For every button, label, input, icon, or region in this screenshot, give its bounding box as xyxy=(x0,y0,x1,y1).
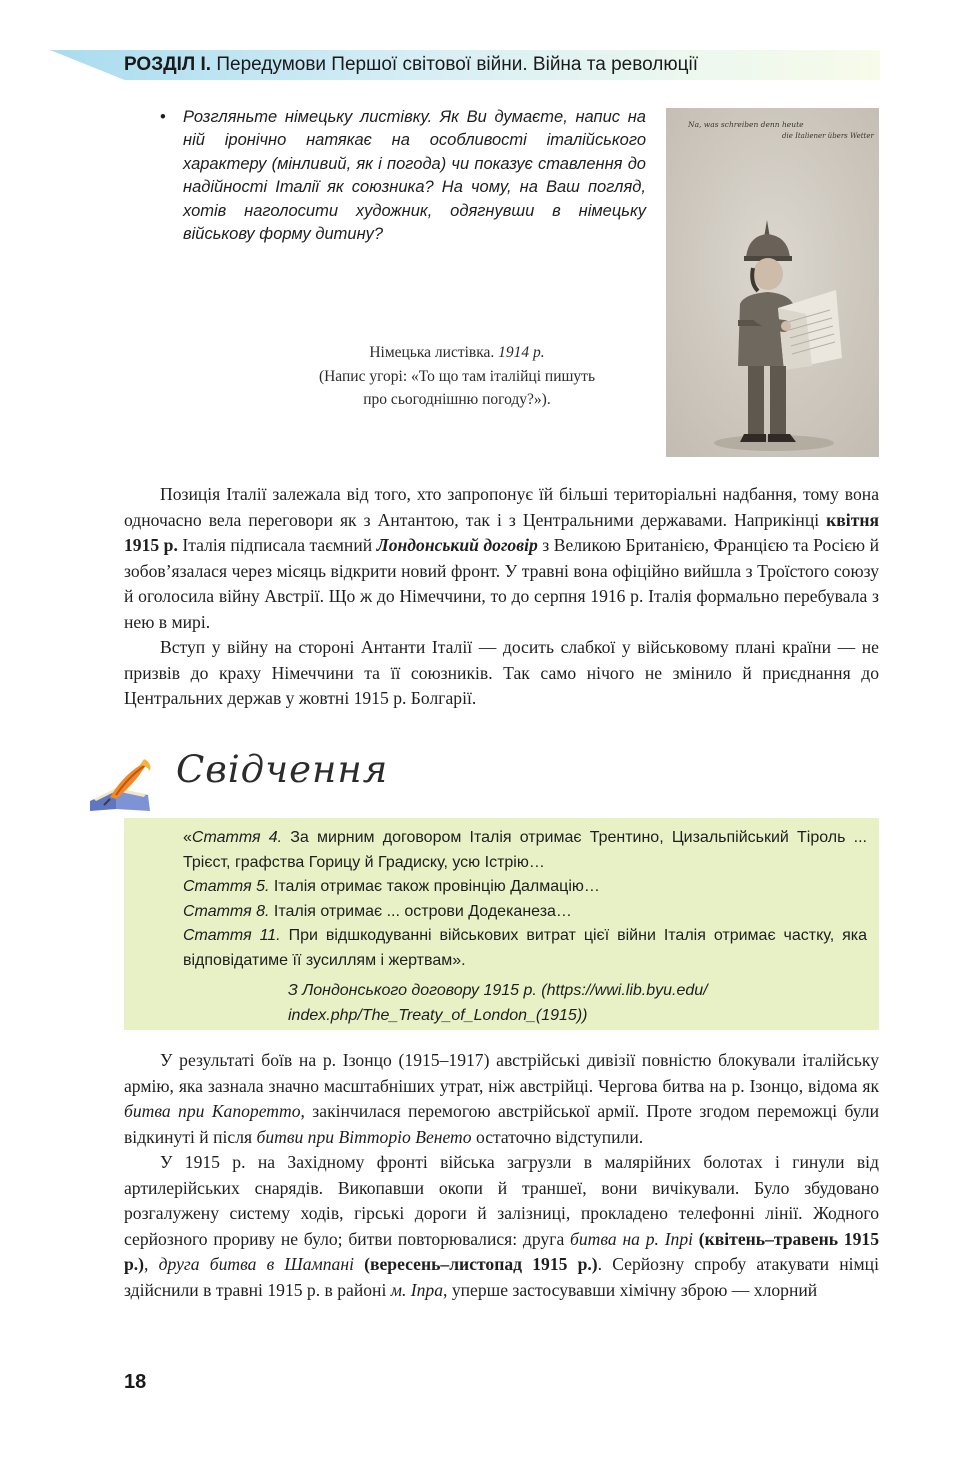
bold-date: (квітень–травень 1915 р.) xyxy=(124,1228,879,1274)
evidence-title: Свідчення xyxy=(176,748,389,791)
article-4 xyxy=(183,826,867,875)
caption-line3: про сьогоднішню погоду?»). xyxy=(363,391,551,408)
paragraph-text: Позиція Італії залежала від того, хто запропонує їй більші територіальні надбання, тому вона одночасно вела переговори як з Антантою, так і з Центральними державами. Наприкінці xyxy=(124,484,879,530)
book-quill-icon xyxy=(86,757,158,813)
article-11 xyxy=(183,924,867,973)
term-caporetto: битва при Капоретто xyxy=(124,1101,301,1121)
term-ypres-city: м. Іпра xyxy=(390,1279,444,1300)
page-number: 18 xyxy=(124,1371,147,1393)
term-champagne: друга битва в Шампані xyxy=(158,1254,354,1274)
figure-caption xyxy=(262,341,652,412)
article-label: Стаття 4. xyxy=(191,829,283,846)
article-text: Італія отримає ... острови Додеканеза… xyxy=(269,902,572,920)
article-text: При відшкодуванні військових витрат цієї війни Італія отримає частку, яка відповідатиме її зусиллям і жертвам». xyxy=(183,927,868,969)
article-text: За мирним договором Італія отримає Трентино, Цизальпійський Тіроль ... Трієст, графства Горицу й Градиску, усю Істрію… xyxy=(183,829,867,871)
paragraph-text: Італія підписала таємний xyxy=(177,535,377,555)
term-london-treaty: Лондонський договір xyxy=(376,535,538,555)
article-label: Стаття 8. xyxy=(183,902,270,920)
source-quote xyxy=(183,826,867,974)
article-text: Італія отримає також провінцію Далмацію… xyxy=(269,878,600,896)
article-8 xyxy=(183,900,867,925)
paragraph-text: . Серйозну спробу атакувати німці здійснили в травні 1915 р. в районі xyxy=(124,1254,879,1300)
caption-line2: (Напис угорі: «То що там італійці пишуть xyxy=(318,367,596,385)
source-ref-line2: index.php/The_Treaty_of_London_(1915)) xyxy=(288,1006,588,1024)
source-reference xyxy=(288,979,868,1028)
paragraph xyxy=(124,1150,879,1303)
paragraph-text: У 1915 р. на Західному фронті війська загрузли в малярійних болотах і гинули від артилерійських снарядів. Викопавши окопи й траншеї, вони вичікували. Було збудовано розгалужену систему ходів, гірські дороги й залізниці, прокладено телефонні лінії. Жодного серйозного прориву не було; битви повторювалися: друга xyxy=(124,1152,879,1249)
child-in-uniform-illustration xyxy=(666,108,879,457)
section-header xyxy=(124,54,698,76)
section-title: Передумови Першої світової війни. Війна та революції xyxy=(216,54,698,75)
paragraph: Вступ у війну на стороні Антанти Італії — досить слабкої у військовому плані країни — не призвів до краху Німеччини та її союзників. Так само нічого не змінило й приєднання до Центральних держав у жовтні 1915 р. Болгарії. xyxy=(124,637,879,708)
article-label: Стаття 5. xyxy=(183,878,270,896)
postcard-inscription-line1: Na, was schreiben denn heute xyxy=(688,120,804,129)
body-text-bottom xyxy=(124,1048,879,1303)
term-ypres: битва на р. Іпрі xyxy=(570,1228,694,1249)
quote-mark: « xyxy=(183,829,192,846)
paragraph-text: остаточно відступили. xyxy=(471,1126,644,1147)
postcard-photo xyxy=(666,108,879,457)
term-vittorio-veneto: битви при Вітторіо Венето xyxy=(256,1126,472,1147)
paragraph xyxy=(124,482,879,635)
postcard-inscription-line2: die Italiener übers Wetter xyxy=(782,132,874,140)
paragraph-text: , xyxy=(144,1254,159,1274)
bold-date: квітня 1915 р. xyxy=(124,509,879,555)
bullet-icon: • xyxy=(160,108,166,126)
body-text-top xyxy=(124,482,879,712)
bold-date: (вересень–листопад 1915 р.) xyxy=(353,1254,598,1274)
question-block xyxy=(160,106,646,246)
article-label: Стаття 11. xyxy=(183,927,281,945)
paragraph-text: У результаті боїв на р. Ізонцо (1915–1917) австрійські дивізії повністю блокували італійську армію, яка зазнала значно масштабніших утрат, ніж австрійці. Чергова битва на р. Ізонцо, відома як xyxy=(124,1050,879,1096)
article-5 xyxy=(183,875,867,900)
paragraph-text: з Великою Британією, Францією та Росією й зобов’язалася через місяць відкрити новий фронт. У травні вона офіційно вийшла з Троїстого союзу й оголосила війну Австрії. Що ж до Німеччини, то до серпня 1916 р. Італія формально перебувала з нею в мирі. xyxy=(124,535,879,632)
section-label: РОЗДІЛ І. xyxy=(124,54,212,75)
paragraph xyxy=(124,1048,879,1150)
caption-title: Німецька листівка. xyxy=(369,344,499,361)
caption-year: 1914 р. xyxy=(498,344,545,361)
paragraph-text: , закінчилася перемогою австрійської армії. Проте згодом переможці були відкинуті й після xyxy=(124,1101,879,1147)
paragraph-text: , уперше застосувавши хімічну зброю — хлорний xyxy=(443,1279,818,1300)
source-ref-line1: З Лондонського договору 1915 р. (https://wwi.lib.byu.edu/ xyxy=(288,982,708,999)
question-text: Розгляньте німецьку листівку. Як Ви думаєте, напис на ній іронічно натякає на особливості італійського характеру (мінливий, як і погода) чи показує ставлення до надійності Італії як союзника? На чому, на Ваш погляд, хотів наголосити художник, одягнувши в німецьку військову форму дитину? xyxy=(183,108,646,244)
